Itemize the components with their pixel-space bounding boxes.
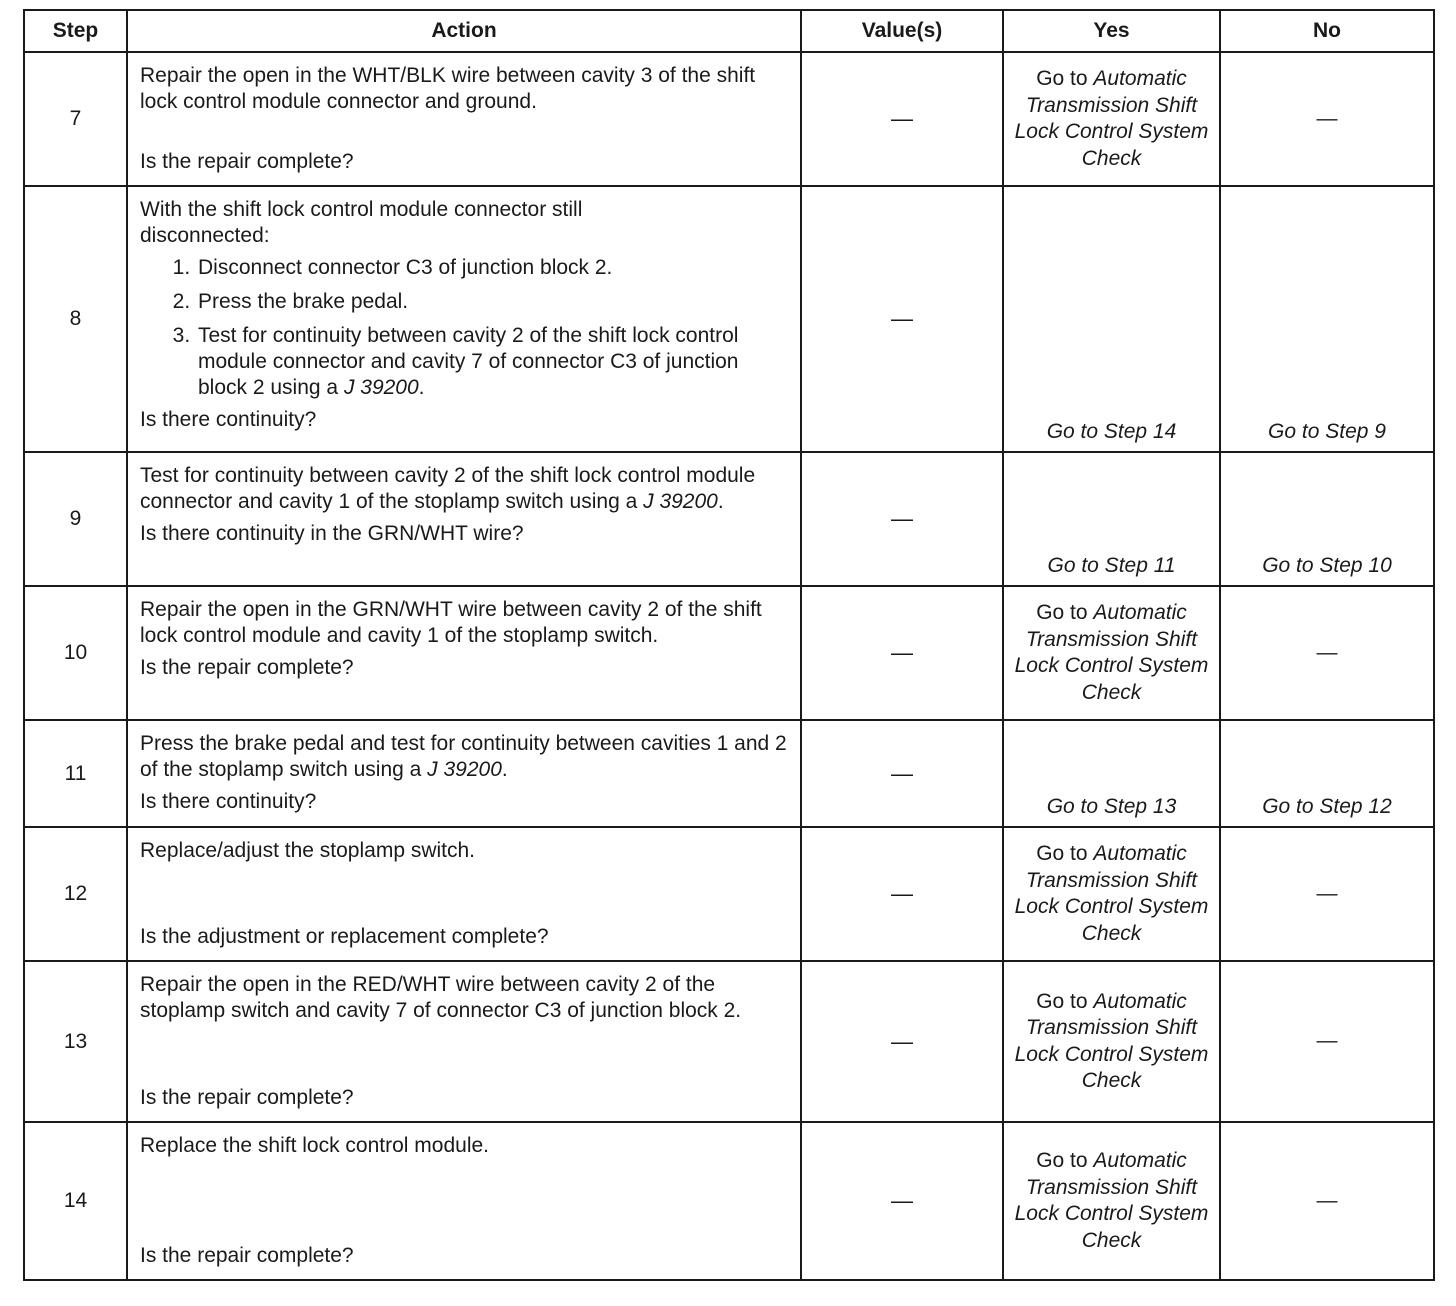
action-cell: [127, 720, 801, 827]
step-number: 9: [24, 452, 127, 586]
yes-prefix: Go to: [1036, 842, 1094, 865]
no-cell: —: [1220, 1122, 1434, 1280]
no-link[interactable]: Go to Step 9: [1268, 419, 1386, 443]
action-cell: [127, 961, 801, 1122]
yes-cell: [1003, 186, 1220, 452]
action-text: [140, 731, 792, 783]
tool-name: J 39200: [343, 376, 419, 399]
action-question: Is the repair complete?: [140, 150, 354, 173]
value-cell: —: [801, 186, 1003, 452]
yes-link[interactable]: Automatic Transmission Shift Lock Control System Check: [1014, 601, 1209, 704]
yes-cell: [1003, 1122, 1220, 1280]
header-row: [24, 10, 1434, 52]
action-text: Repair the open in the WHT/BLK wire between cavity 3 of the shift lock control module connector and ground.: [140, 64, 756, 113]
header-no: No: [1220, 10, 1434, 52]
action-text: Repair the open in the GRN/WHT wire between cavity 2 of the shift lock control module and cavity 1 of the stoplamp switch.: [140, 598, 762, 647]
yes-link[interactable]: Automatic Transmission Shift Lock Control System Check: [1014, 842, 1209, 945]
action-question: Is the repair complete?: [140, 1086, 354, 1109]
yes-cell: [1003, 452, 1220, 586]
yes-prefix: Go to: [1036, 989, 1094, 1013]
yes-cell: [1003, 720, 1220, 827]
action-cell: [127, 452, 801, 586]
action-cell: [127, 52, 801, 186]
action-question: Is there continuity in the GRN/WHT wire?: [140, 522, 524, 545]
action-cell: [127, 827, 801, 961]
substep: 2. Press the brake pedal.: [196, 289, 792, 315]
step-number: 8: [24, 186, 127, 452]
yes-cell: [1003, 827, 1220, 961]
no-cell: —: [1220, 827, 1434, 961]
action-cell: [127, 1122, 801, 1280]
no-cell: [1220, 720, 1434, 827]
no-cell: [1220, 186, 1434, 452]
no-cell: —: [1220, 586, 1434, 720]
action-question: Is the adjustment or replacement complete?: [140, 925, 549, 948]
action-question: Is the repair complete?: [140, 656, 354, 679]
table-row: [24, 720, 1434, 827]
yes-cell: [1003, 586, 1220, 720]
tool-name: J 39200: [427, 758, 502, 781]
step-number: 12: [24, 827, 127, 961]
header-action: Action: [127, 10, 801, 52]
step-number: 14: [24, 1122, 127, 1280]
no-cell: —: [1220, 52, 1434, 186]
step-number: 11: [24, 720, 127, 827]
yes-link[interactable]: Automatic Transmission Shift Lock Control System Check: [1014, 989, 1209, 1092]
table-row: [24, 586, 1434, 720]
substep-text: Test for continuity between cavity 2 of the shift lock control module connector and cavity 7 of connector C3 of junction block 2 using a: [198, 324, 739, 399]
yes-link[interactable]: Go to Step 11: [1047, 553, 1176, 577]
substep-suffix: .: [418, 376, 425, 399]
yes-link[interactable]: Go to Step 14: [1046, 419, 1177, 443]
action-text: Repair the open in the RED/WHT wire between cavity 2 of the stoplamp switch and cavity 7 of connector C3 of junction block 2.: [140, 973, 742, 1022]
value-cell: —: [801, 827, 1003, 961]
no-link[interactable]: Go to Step 12: [1262, 794, 1392, 818]
header-values: Value(s): [801, 10, 1003, 52]
action-suffix: .: [501, 758, 508, 781]
action-cell: [127, 586, 801, 720]
yes-link[interactable]: Automatic Transmission Shift Lock Control System Check: [1014, 67, 1209, 170]
header-step: Step: [24, 10, 127, 52]
step-number: 10: [24, 586, 127, 720]
no-link[interactable]: Go to Step 10: [1262, 553, 1392, 577]
action-text: Replace/adjust the stoplamp switch.: [140, 839, 476, 862]
table-row: [24, 827, 1434, 961]
no-cell: —: [1220, 961, 1434, 1122]
action-body: Test for continuity between cavity 2 of the shift lock control module connector and cavity 1 of the stoplamp switch using a: [140, 464, 756, 513]
action-text: With the shift lock control module connector still disconnected:: [140, 198, 583, 247]
action-text: Replace the shift lock control module.: [140, 1134, 490, 1157]
value-cell: —: [801, 586, 1003, 720]
yes-link[interactable]: Automatic Transmission Shift Lock Control System Check: [1014, 1149, 1209, 1252]
table-row: [24, 186, 1434, 452]
action-body: Press the brake pedal and test for continuity between cavities 1 and 2 of the stoplamp switch using a: [140, 732, 787, 781]
header-yes: Yes: [1003, 10, 1220, 52]
yes-link[interactable]: Go to Step 13: [1046, 794, 1177, 818]
action-cell: [127, 186, 801, 452]
action-question: Is the repair complete?: [140, 1244, 354, 1267]
action-text: [140, 463, 792, 515]
action-suffix: .: [717, 490, 724, 513]
yes-prefix: Go to: [1036, 1149, 1094, 1172]
value-cell: —: [801, 961, 1003, 1122]
value-cell: —: [801, 52, 1003, 186]
value-cell: —: [801, 1122, 1003, 1280]
value-cell: —: [801, 452, 1003, 586]
diagnostic-table: [23, 9, 1435, 1281]
action-question: Is there continuity?: [140, 790, 317, 813]
value-cell: —: [801, 720, 1003, 827]
substep: 1. Disconnect connector C3 of junction block 2.: [196, 255, 792, 281]
substep: [196, 323, 792, 401]
substep-list: [140, 255, 792, 401]
yes-prefix: Go to: [1036, 67, 1094, 90]
table-row: [24, 1122, 1434, 1280]
table-row: [24, 452, 1434, 586]
table-row: [24, 961, 1434, 1122]
yes-cell: [1003, 52, 1220, 186]
table-row: [24, 52, 1434, 186]
yes-prefix: Go to: [1036, 601, 1094, 624]
action-question: Is there continuity?: [140, 408, 317, 431]
no-cell: [1220, 452, 1434, 586]
step-number: 7: [24, 52, 127, 186]
yes-cell: [1003, 961, 1220, 1122]
tool-name: J 39200: [643, 490, 718, 513]
step-number: 13: [24, 961, 127, 1122]
